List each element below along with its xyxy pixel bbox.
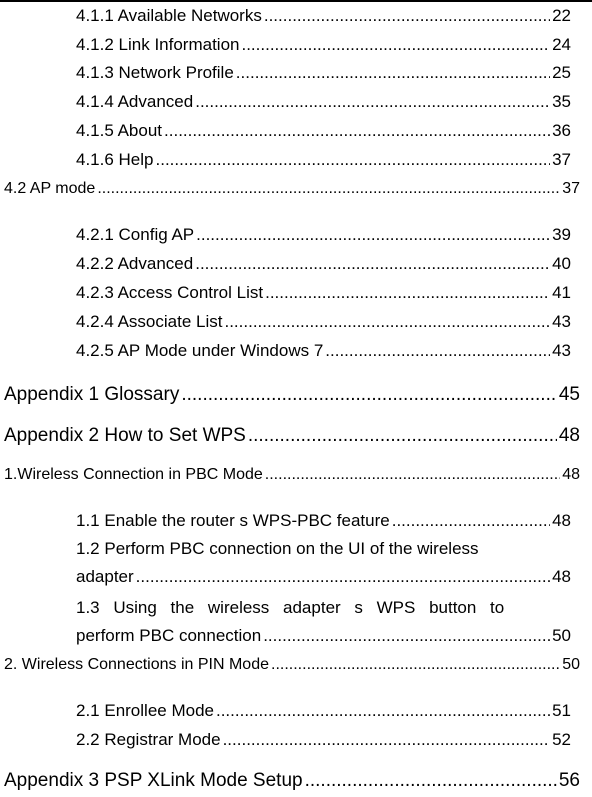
toc-entry[interactable] — [76, 312, 571, 332]
toc-entry-line — [76, 622, 571, 650]
dot-leader — [325, 341, 550, 361]
dot-leader — [196, 225, 550, 245]
toc-entry-page: 36 — [552, 121, 571, 140]
toc-entry-page: 48 — [562, 466, 580, 483]
toc-entry[interactable] — [76, 225, 571, 245]
dot-leader — [305, 770, 557, 792]
toc-entry-title: 4.2.2 Advanced — [76, 254, 194, 273]
dot-leader — [271, 656, 560, 674]
toc-entry-title: 4.1.5 About — [76, 121, 163, 140]
toc-entry-title-continued: adapter — [76, 567, 134, 586]
toc-entry-page: 35 — [552, 92, 571, 111]
toc-entry[interactable] — [76, 594, 571, 650]
toc-entry[interactable] — [76, 6, 571, 26]
toc-entry[interactable] — [76, 121, 571, 141]
toc-entry[interactable] — [76, 535, 571, 591]
toc-entry-page: 52 — [552, 730, 571, 749]
toc-entry-title: Appendix 1 Glossary — [4, 384, 180, 405]
toc-entry-title: 1.Wireless Connection in PBC Mode — [4, 466, 263, 483]
toc-entry-page: 50 — [552, 626, 571, 645]
dot-leader — [97, 180, 560, 198]
dot-leader — [195, 92, 550, 112]
toc-entry[interactable] — [4, 656, 580, 674]
dot-leader — [156, 150, 551, 170]
dot-leader — [164, 121, 550, 141]
toc-entry-page: 37 — [562, 180, 580, 197]
toc-entry[interactable] — [4, 384, 580, 406]
toc-entry[interactable] — [76, 701, 571, 721]
toc-entry-line — [76, 563, 571, 591]
toc-entry[interactable] — [76, 254, 571, 274]
toc-entry[interactable] — [76, 341, 571, 361]
toc-entry-title: 4.2.4 Associate List — [76, 312, 223, 331]
dot-leader — [241, 35, 550, 55]
toc-entry[interactable] — [4, 425, 580, 447]
dot-leader — [265, 466, 560, 484]
toc-entry-title: 4.1.6 Help — [76, 150, 154, 169]
toc-entry-title-continued: perform PBC connection — [76, 626, 262, 645]
toc-entry[interactable] — [76, 730, 571, 750]
toc-entry-title: 4.1.2 Link Information — [76, 35, 240, 54]
dot-leader — [181, 384, 557, 406]
toc-entry[interactable] — [76, 63, 571, 83]
toc-entry-page: 43 — [552, 341, 571, 360]
toc-entry-page: 39 — [552, 225, 571, 244]
toc-entry[interactable] — [76, 35, 571, 55]
toc-entry[interactable] — [4, 466, 580, 484]
toc-entry-page: 22 — [552, 6, 571, 25]
toc-entry-page: 24 — [552, 35, 571, 54]
toc-entry-title: 1.3 Using the wireless adapter s WPS button to — [76, 598, 505, 617]
dot-leader — [236, 63, 550, 83]
toc-entry[interactable] — [76, 283, 571, 303]
toc-entry-page: 41 — [552, 283, 571, 302]
dot-leader — [195, 254, 550, 274]
dot-leader — [264, 6, 550, 26]
toc-entry-line — [76, 594, 571, 622]
toc-entry-page: 56 — [558, 770, 580, 791]
toc-entry[interactable] — [76, 92, 571, 112]
toc-entry-title: 4.2 AP mode — [4, 180, 96, 197]
top-rule — [0, 0, 592, 2]
toc-entry-page: 25 — [552, 63, 571, 82]
toc-entry-title: 4.2.1 Config AP — [76, 225, 195, 244]
toc-entry-title: 2.2 Registrar Mode — [76, 730, 221, 749]
toc-entry-title: 4.1.4 Advanced — [76, 92, 194, 111]
toc-entry-title: Appendix 3 PSP XLink Mode Setup — [4, 770, 303, 791]
toc-entry-page: 48 — [552, 511, 571, 530]
dot-leader — [216, 701, 550, 721]
dot-leader — [265, 283, 550, 303]
toc-entry-page: 43 — [552, 312, 571, 331]
dot-leader — [248, 425, 557, 447]
dot-leader — [223, 730, 551, 750]
toc-entry-title: 4.2.3 Access Control List — [76, 283, 264, 302]
toc-entry-title: 4.2.5 AP Mode under Windows 7 — [76, 341, 324, 360]
toc-entry-page: 51 — [552, 701, 571, 720]
toc-entry-title: Appendix 2 How to Set WPS — [4, 425, 246, 446]
toc-entry-page: 48 — [558, 425, 580, 446]
toc-entry[interactable] — [76, 511, 571, 531]
toc-entry-title: 1.1 Enable the router s WPS-PBC feature — [76, 511, 390, 530]
toc-entry[interactable] — [4, 770, 580, 792]
toc-entry[interactable] — [76, 150, 571, 170]
toc-entry-title: 2. Wireless Connections in PIN Mode — [4, 656, 269, 673]
toc-entry-title: 1.2 Perform PBC connection on the UI of the wireless — [76, 539, 479, 558]
toc-entry-title: 4.1.1 Available Networks — [76, 6, 262, 25]
toc-entry-page: 50 — [562, 656, 580, 673]
toc-entry[interactable] — [4, 180, 580, 198]
toc-entry-page: 40 — [552, 254, 571, 273]
toc-entry-page: 45 — [558, 384, 580, 405]
dot-leader — [224, 312, 550, 332]
dot-leader — [263, 622, 550, 650]
toc-entry-line — [76, 535, 571, 563]
dot-leader — [136, 563, 550, 591]
dot-leader — [392, 511, 550, 531]
toc-entry-title: 4.1.3 Network Profile — [76, 63, 234, 82]
toc-entry-page: 37 — [552, 150, 571, 169]
toc-entry-page: 48 — [552, 567, 571, 586]
toc-entry-title: 2.1 Enrollee Mode — [76, 701, 214, 720]
